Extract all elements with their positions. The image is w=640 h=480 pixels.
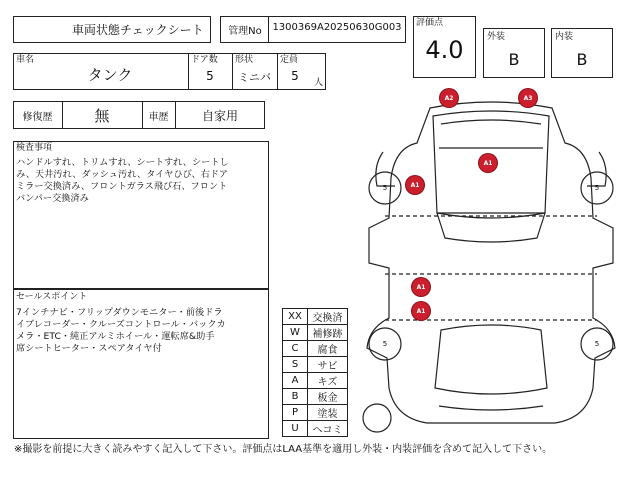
inspection-line: ミラー交換済み、フロントガラス飛び石、フロント xyxy=(16,181,228,192)
sales-line: メラ・ETC・純正アルミホイール・運転席&助手 xyxy=(16,331,215,342)
legend-code: P xyxy=(282,404,308,421)
damage-marker: A1 xyxy=(479,154,497,172)
car-name: タンク xyxy=(87,66,133,84)
inspection-line: み、天井汚れ、ダッシュ汚れ、タイヤひび、右ドア xyxy=(16,169,228,180)
footer-note: ※撮影を前提に大きく読みやすく記入して下さい。評価点はLAA基準を適用し外装・内装評価を含めて記入して下さい。 xyxy=(14,444,553,455)
use-value: 自家用 xyxy=(201,109,238,123)
body-value: ミニバ xyxy=(238,71,271,84)
exterior-label: 外装 xyxy=(487,32,506,42)
sheet-title: 車両状態チェックシート xyxy=(72,23,204,37)
inspection-text xyxy=(16,157,268,205)
legend-meaning: 板金 xyxy=(307,388,348,405)
car-name-label: 車名 xyxy=(16,55,35,65)
legend-meaning: キズ xyxy=(307,372,348,389)
legend-code: W xyxy=(282,324,308,341)
sales-line: イブレコーダー・クルーズコントロール・バックカ xyxy=(16,319,226,330)
sales-label: セールスポイント xyxy=(16,292,88,302)
repair-label: 修復歴 xyxy=(22,112,53,123)
tire-front-right: 5 xyxy=(594,184,600,192)
legend-meaning: サビ xyxy=(307,356,348,373)
damage-marker: A1 xyxy=(412,302,430,320)
tire-rear-right: 5 xyxy=(594,340,600,348)
score-value: 4.0 xyxy=(425,36,464,64)
damage-marker: A3 xyxy=(519,89,537,107)
exterior-grade: B xyxy=(508,50,520,69)
legend-code: U xyxy=(282,420,308,437)
damage-marker: A1 xyxy=(412,278,430,296)
sales-line: 7インチナビ・フリップダウンモニター・前後ドラ xyxy=(16,307,223,318)
tire-front-left: 5 xyxy=(382,184,388,192)
tire-rear-left: 5 xyxy=(382,340,388,348)
doors-value: 5 xyxy=(206,69,214,83)
capacity-label: 定員 xyxy=(280,55,299,65)
legend-meaning: 補修跡 xyxy=(307,324,348,341)
legend-code: S xyxy=(282,356,308,373)
interior-grade: B xyxy=(576,50,588,69)
score-label: 評価点 xyxy=(416,18,444,28)
legend-meaning: ヘコミ xyxy=(307,420,348,437)
legend-code: B xyxy=(282,388,308,405)
capacity-value: 5 xyxy=(291,69,299,83)
body-label: 形状 xyxy=(235,55,254,65)
legend-code: A xyxy=(282,372,308,389)
legend-code: C xyxy=(282,340,308,357)
legend-meaning: 交換済 xyxy=(307,308,348,325)
legend-meaning: 腐食 xyxy=(307,340,348,357)
legend-table xyxy=(282,308,348,436)
doors-label: ドア数 xyxy=(191,55,218,65)
legend-meaning: 塗装 xyxy=(307,404,348,421)
mgmt-number: 1300369A20250630G003 xyxy=(272,22,402,33)
interior-label: 内装 xyxy=(555,32,574,42)
inspection-line: ハンドルすれ、トリムすれ、シートすれ、シートし xyxy=(16,157,229,168)
legend-code: XX xyxy=(282,308,308,325)
sales-line: 席シートヒーター・スペアタイヤ付 xyxy=(16,343,162,354)
car-diagram xyxy=(355,88,627,438)
damage-marker: A1 xyxy=(406,176,424,194)
damage-marker: A2 xyxy=(440,89,458,107)
inspection-label: 検査事項 xyxy=(16,143,53,153)
repair-value: 無 xyxy=(94,107,110,125)
capacity-unit: 人 xyxy=(314,78,324,88)
use-label: 車歴 xyxy=(148,112,169,123)
sales-text xyxy=(16,307,268,355)
mgmt-label: 管理No xyxy=(228,26,262,37)
inspection-line: バンパー交換済み xyxy=(16,193,89,204)
